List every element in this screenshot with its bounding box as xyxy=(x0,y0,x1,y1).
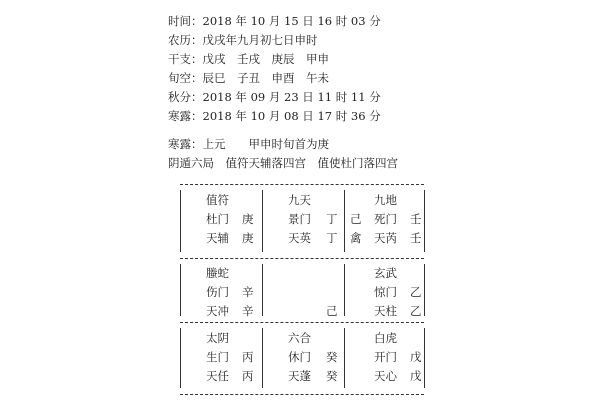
door-label: 伤门 xyxy=(206,285,229,299)
palace-kan-1 xyxy=(270,329,342,386)
star-label: 天任 xyxy=(206,369,229,383)
star-stem: 戊 xyxy=(410,369,422,383)
grid-mid-bar-3a xyxy=(262,328,263,388)
qiufen-line: 秋分：2018 年 09 月 23 日 11 时 11 分 xyxy=(168,90,381,104)
palace-kun-2 xyxy=(350,191,422,248)
palace-gen-8 xyxy=(188,329,260,386)
door-label: 开门 xyxy=(374,350,397,364)
star-stem: 丙 xyxy=(242,369,254,383)
star-label: 天英 xyxy=(288,231,311,245)
star-label: 天柱 xyxy=(374,304,397,318)
grid-left-bar-1 xyxy=(180,190,181,252)
xunkong-line: 旬空：辰巳 子丑 申酉 午未 xyxy=(168,71,329,85)
grid-bottom-border xyxy=(180,394,424,395)
grid-left-bar-3 xyxy=(180,328,181,388)
grid-mid-bar-2a xyxy=(262,264,263,316)
star-stem: 壬 xyxy=(410,231,422,245)
chart-info-block xyxy=(168,12,381,126)
grid-mid-bar-1b xyxy=(344,190,345,252)
star-stem: 辛 xyxy=(242,304,254,318)
lunar-line: 农历：戊戌年九月初七日申时 xyxy=(168,33,318,47)
door-stem: 癸 xyxy=(326,350,338,364)
qin-star-prefix: 禽 xyxy=(350,231,362,245)
grid-right-bar-2 xyxy=(424,264,425,316)
door-label: 惊门 xyxy=(374,285,397,299)
door-label: 死门 xyxy=(374,212,397,226)
grid-top-border xyxy=(180,184,424,185)
ju-line: 阴遁六局 值符天辅落四宫 值使杜门落四宫 xyxy=(168,156,398,170)
star-label: 天蓬 xyxy=(288,369,311,383)
palace-li-9 xyxy=(270,191,342,248)
deity-label: 九地 xyxy=(374,193,397,207)
ganzhi-line: 干支：戊戌 壬戌 庚辰 甲申 xyxy=(168,52,329,66)
star-stem: 乙 xyxy=(410,304,422,318)
palace-qian-6 xyxy=(350,329,422,386)
star-label: 天辅 xyxy=(206,231,229,245)
door-stem: 丁 xyxy=(326,212,338,226)
star-stem: 癸 xyxy=(326,369,338,383)
palace-center-5 xyxy=(270,264,342,321)
ju-summary xyxy=(168,135,398,173)
deity-label: 螣蛇 xyxy=(206,266,229,280)
star-label: 天冲 xyxy=(206,304,229,318)
palace-xun-4 xyxy=(188,191,260,248)
palace-zhen-3 xyxy=(188,264,260,321)
deity-label: 六合 xyxy=(288,331,311,345)
grid-mid-bar-3b xyxy=(344,328,345,388)
star-label: 天芮 xyxy=(374,231,397,245)
deity-label: 九天 xyxy=(288,193,311,207)
door-stem: 丙 xyxy=(242,350,254,364)
door-stem: 庚 xyxy=(242,212,254,226)
door-stem: 壬 xyxy=(410,212,422,226)
door-stem: 辛 xyxy=(242,285,254,299)
star-stem: 庚 xyxy=(242,231,254,245)
grid-mid-bar-1a xyxy=(262,190,263,252)
grid-row-divider-1 xyxy=(180,258,424,259)
deity-label: 玄武 xyxy=(374,266,397,280)
time-line: 时间：2018 年 10 月 15 日 16 时 03 分 xyxy=(168,14,381,28)
deity-label: 值符 xyxy=(206,193,229,207)
grid-row-divider-2 xyxy=(180,322,424,323)
yuan-line: 寒露：上元 甲申时旬首为庚 xyxy=(168,137,329,151)
star-label: 天心 xyxy=(374,369,397,383)
deity-label: 太阴 xyxy=(206,331,229,345)
grid-mid-bar-2b xyxy=(344,264,345,316)
deity-label: 白虎 xyxy=(374,331,397,345)
door-label: 杜门 xyxy=(206,212,229,226)
hanlu-line: 寒露：2018 年 10 月 08 日 17 时 36 分 xyxy=(168,109,381,123)
grid-right-bar-1 xyxy=(424,190,425,252)
earth-stem-prefix: 己 xyxy=(350,212,362,226)
door-label: 生门 xyxy=(206,350,229,364)
door-stem: 乙 xyxy=(410,285,422,299)
palace-dui-7 xyxy=(350,264,422,321)
grid-left-bar-2 xyxy=(180,264,181,316)
center-stem: 己 xyxy=(326,304,338,318)
star-stem: 丁 xyxy=(326,231,338,245)
door-stem: 戊 xyxy=(410,350,422,364)
grid-right-bar-3 xyxy=(424,328,425,388)
door-label: 景门 xyxy=(288,212,311,226)
door-label: 休门 xyxy=(288,350,311,364)
